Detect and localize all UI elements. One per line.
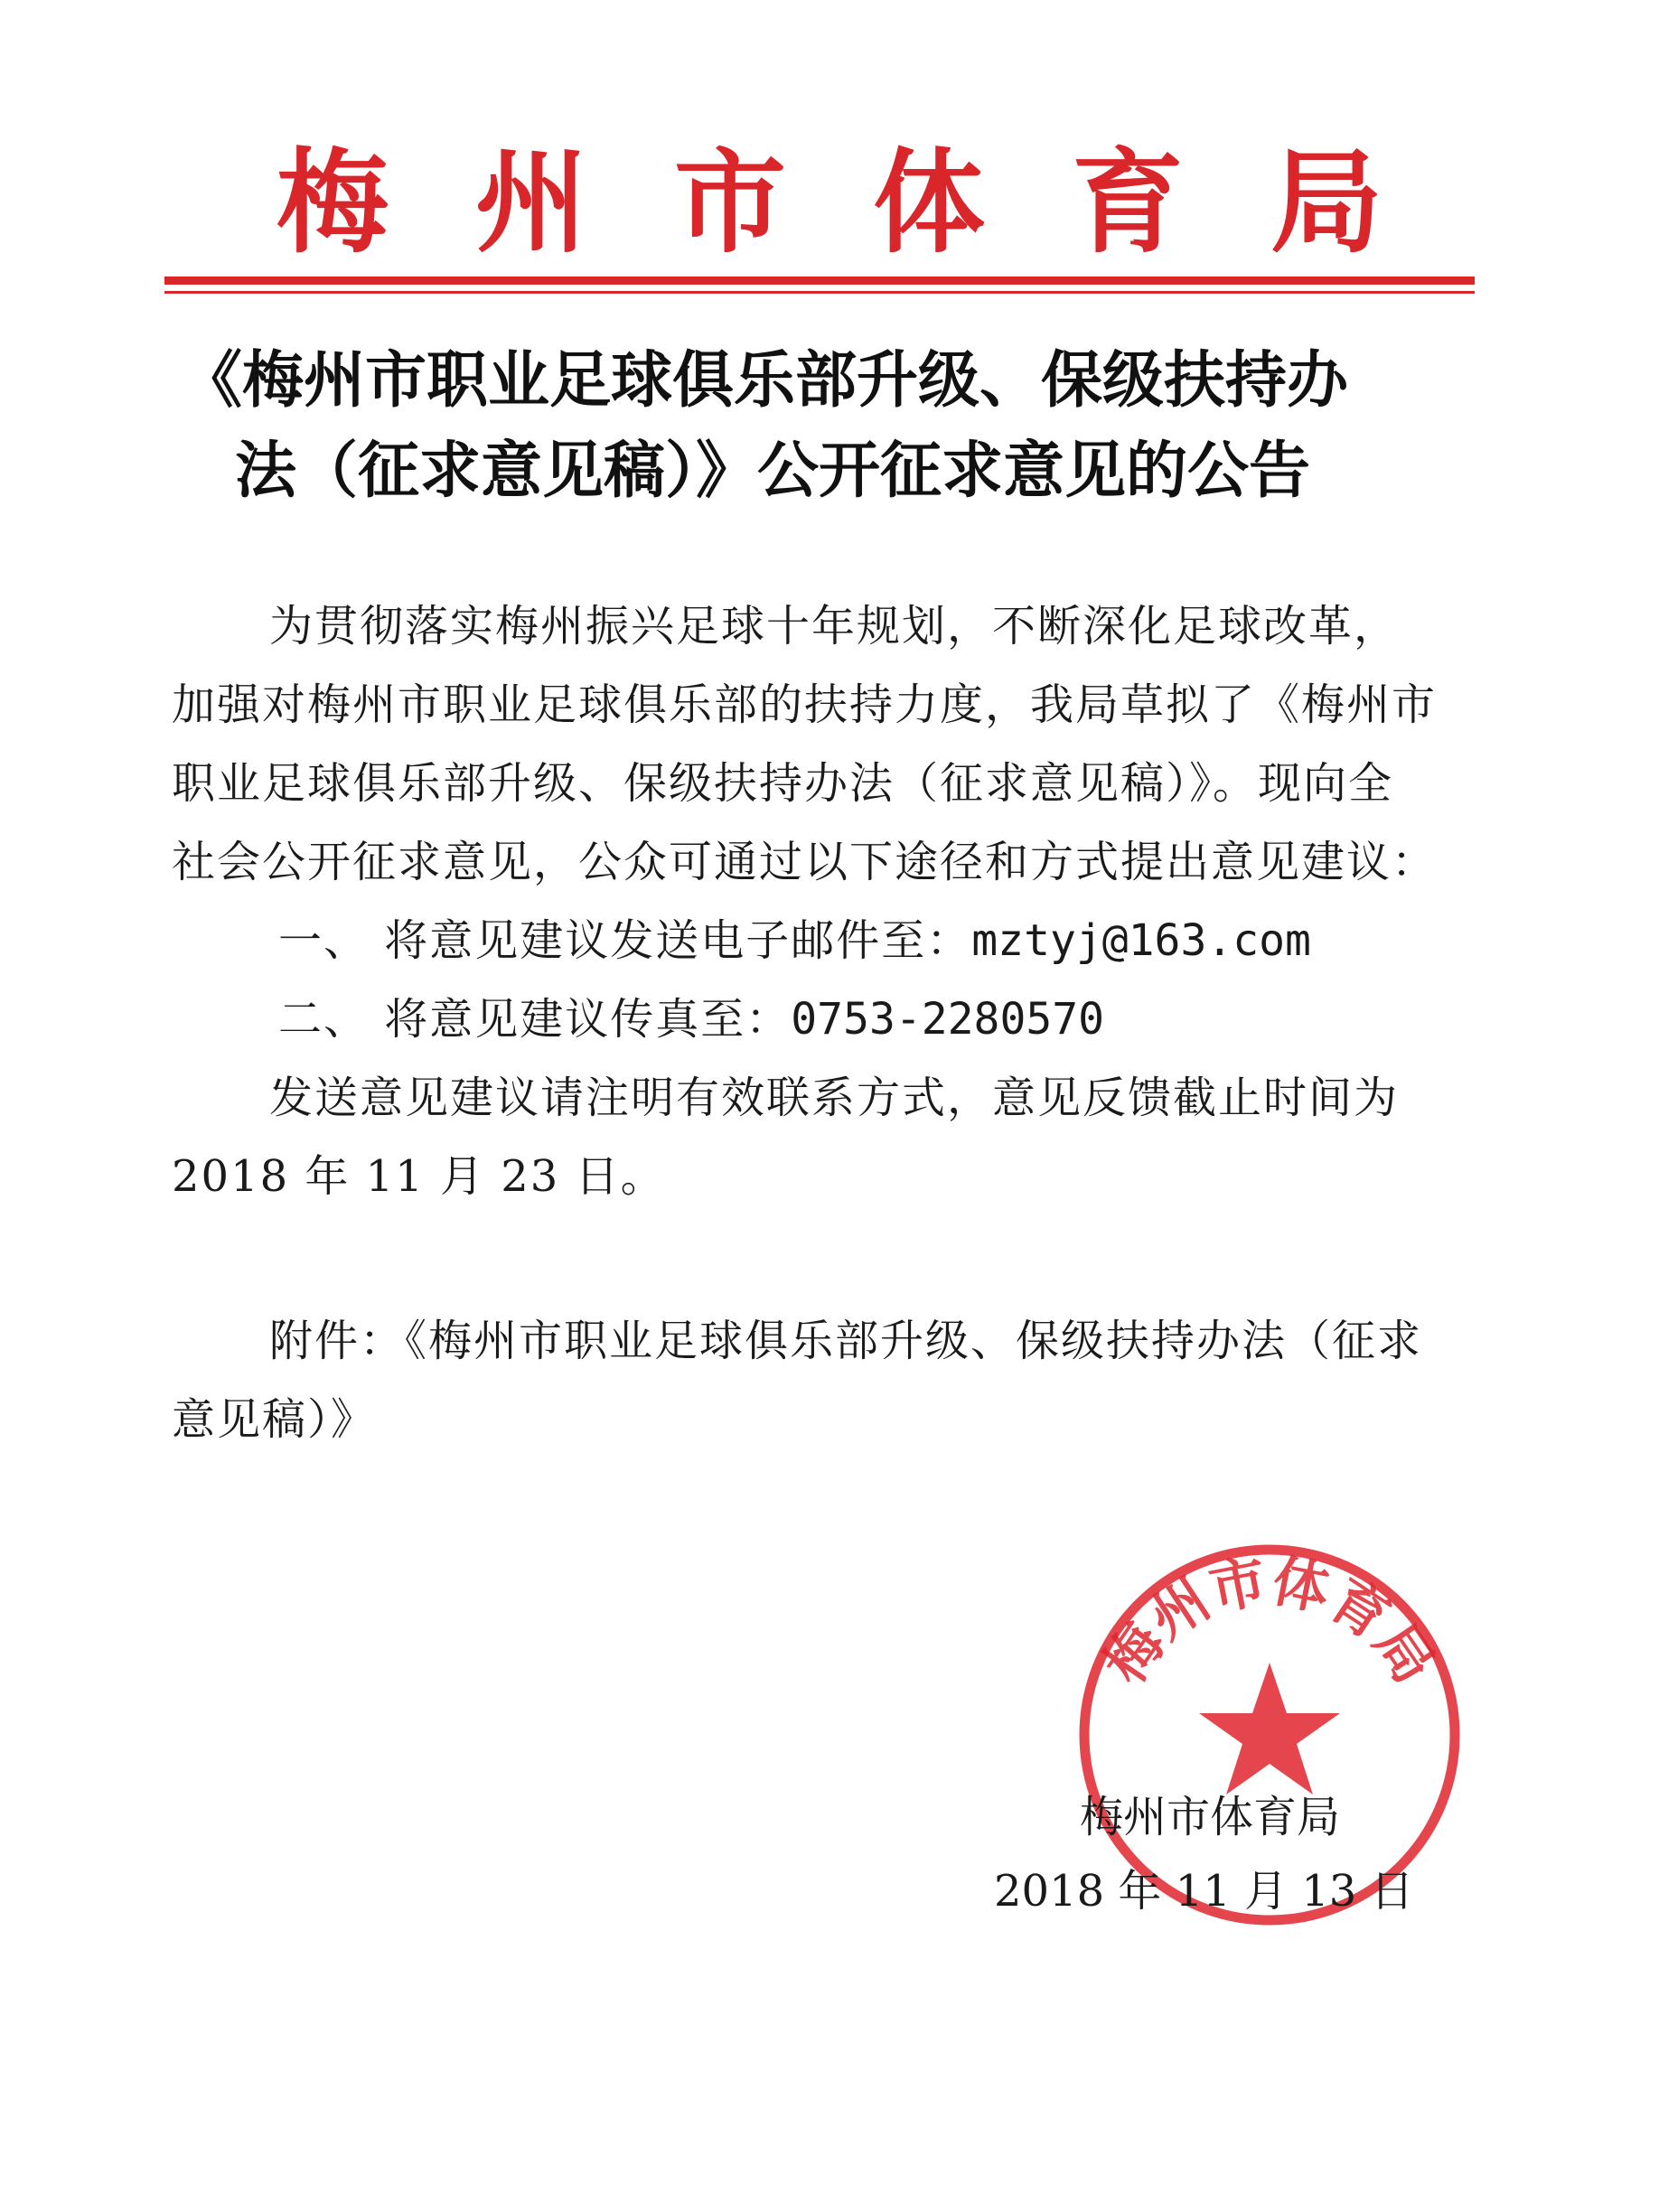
- signature-date: 2018 年 11 月 13 日: [994, 1866, 1414, 1917]
- title-line-2: 法（征求意见稿）》公开征求意见的公告: [235, 436, 1311, 507]
- intro-paragraph: 为贯彻落实梅州振兴足球十年规划，不断深化足球改革，加强对梅州市职业足球俱乐部的扶持力度，我局草拟了《梅州市职业足球俱乐部升级、保级扶持办法（征求意见稿）》。现向全社会公开征求意见，公众可通过以下途径和方式提出意见建议：: [172, 601, 1438, 887]
- seal-arc-text: 梅州市体育局: [1091, 1547, 1448, 1695]
- fax-label: 二、 将意见建议传真至：: [278, 994, 792, 1045]
- fax-number: 0753-2280570: [791, 994, 1105, 1045]
- masthead-rule-thin: [164, 291, 1475, 294]
- title-line-1: 《梅州市职业足球俱乐部升级、保级扶持办: [181, 345, 1349, 417]
- masthead-rule-thick: [164, 276, 1475, 285]
- star-icon: [1199, 1663, 1340, 1795]
- contact-item-fax: [172, 980, 1437, 1059]
- masthead-title: 梅州市体育局: [276, 138, 1469, 268]
- signature-organization: 梅州市体育局: [1080, 1792, 1341, 1842]
- document-body: [172, 587, 1437, 1459]
- deadline-paragraph: 发送意见建议请注明有效联系方式，意见反馈截止时间为 2018 年 11 月 23 日。: [172, 1073, 1400, 1202]
- attachment-note: 附件：《梅州市职业足球俱乐部升级、保级扶持办法（征求意见稿）》: [172, 1316, 1423, 1445]
- signature-block: [994, 1780, 1500, 1928]
- email-label: 一、 将意见建议发送电子邮件至：: [278, 915, 972, 966]
- document-title: [181, 336, 1482, 517]
- contact-item-email: [172, 902, 1437, 980]
- email-address: mztyj@163.com: [971, 915, 1311, 966]
